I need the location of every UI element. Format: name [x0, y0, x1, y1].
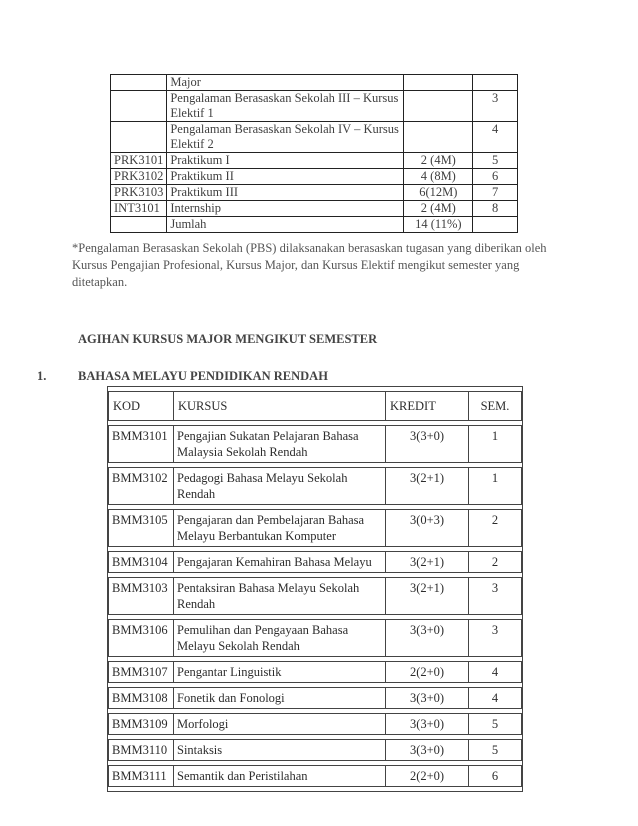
table-row: [108, 425, 522, 463]
kredit-cell: 3(3+0): [385, 687, 468, 709]
sem-cell: 4: [468, 687, 522, 709]
header-sem: SEM.: [468, 391, 522, 421]
credit-cell: 14 (11%): [404, 217, 473, 233]
course-cell: Major: [167, 75, 404, 91]
table-row: [108, 765, 522, 787]
course-cell: Jumlah: [167, 217, 404, 233]
kod-cell: BMM3108: [108, 687, 173, 709]
kredit-cell: 3(3+0): [385, 713, 468, 735]
table-row: [111, 75, 518, 91]
subsection-title: BAHASA MELAYU PENDIDIKAN RENDAH: [78, 369, 328, 383]
credit-cell: [404, 91, 473, 122]
section-heading: AGIHAN KURSUS MAJOR MENGIKUT SEMESTER: [78, 332, 378, 346]
sem-cell: 6: [468, 765, 522, 787]
table-row: [108, 687, 522, 709]
kredit-cell: 2(2+0): [385, 661, 468, 683]
kod-cell: BMM3101: [108, 425, 173, 463]
code-cell: [111, 75, 167, 91]
sem-cell: 5: [468, 713, 522, 735]
major-course-table: [107, 386, 523, 792]
code-cell: PRK3102: [111, 169, 167, 185]
course-cell: Praktikum I: [167, 153, 404, 169]
kursus-cell: Pengajaran Kemahiran Bahasa Melayu: [173, 551, 385, 573]
table-row: [108, 661, 522, 683]
table-row: [111, 185, 518, 201]
table-row: [111, 122, 518, 153]
sem-cell: [473, 75, 518, 91]
table-row: [108, 619, 522, 657]
credit-cell: [404, 75, 473, 91]
kursus-cell: Morfologi: [173, 713, 385, 735]
sem-cell: 1: [468, 425, 522, 463]
code-cell: PRK3101: [111, 153, 167, 169]
kod-cell: BMM3102: [108, 467, 173, 505]
sem-cell: 3: [468, 577, 522, 615]
course-cell: Praktikum II: [167, 169, 404, 185]
kod-cell: BMM3109: [108, 713, 173, 735]
kursus-cell: Fonetik dan Fonologi: [173, 687, 385, 709]
kredit-cell: 3(2+1): [385, 467, 468, 505]
table-row: [108, 713, 522, 735]
sem-cell: 4: [473, 122, 518, 153]
kod-cell: BMM3111: [108, 765, 173, 787]
code-cell: [111, 91, 167, 122]
kursus-cell: Semantik dan Peristilahan: [173, 765, 385, 787]
sem-cell: 2: [468, 551, 522, 573]
code-cell: [111, 122, 167, 153]
kursus-cell: Pemulihan dan Pengayaan Bahasa Melayu Sekolah Rendah: [173, 619, 385, 657]
credit-cell: 2 (4M): [404, 153, 473, 169]
code-cell: PRK3103: [111, 185, 167, 201]
table-row: [111, 91, 518, 122]
table-row: [108, 467, 522, 505]
sem-cell: 1: [468, 467, 522, 505]
credit-cell: 6(12M): [404, 185, 473, 201]
course-cell: Pengalaman Berasaskan Sekolah IV – Kursus Elektif 2: [167, 122, 404, 153]
kredit-cell: 2(2+0): [385, 765, 468, 787]
kod-cell: BMM3105: [108, 509, 173, 547]
kod-cell: BMM3106: [108, 619, 173, 657]
kursus-cell: Sintaksis: [173, 739, 385, 761]
kod-cell: BMM3103: [108, 577, 173, 615]
sem-cell: 2: [468, 509, 522, 547]
sem-cell: 8: [473, 201, 518, 217]
pbs-note: *Pengalaman Berasaskan Sekolah (PBS) dilaksanakan berasaskan tugasan yang diberikan oleh Kursus Pengajian Profesional, Kursus Major, dan Kursus Elektif mengikut semester yang ditetapkan.: [72, 241, 547, 289]
code-cell: INT3101: [111, 201, 167, 217]
table-row: [108, 577, 522, 615]
table-row: [108, 509, 522, 547]
course-cell: Pengalaman Berasaskan Sekolah III – Kursus Elektif 1: [167, 91, 404, 122]
kod-cell: BMM3110: [108, 739, 173, 761]
kod-cell: BMM3107: [108, 661, 173, 683]
sem-cell: 5: [468, 739, 522, 761]
kredit-cell: 3(2+1): [385, 577, 468, 615]
table-row: [111, 169, 518, 185]
kursus-cell: Pengajian Sukatan Pelajaran Bahasa Malaysia Sekolah Rendah: [173, 425, 385, 463]
kredit-cell: 3(2+1): [385, 551, 468, 573]
kod-cell: BMM3104: [108, 551, 173, 573]
top-course-table: [110, 74, 518, 233]
sem-cell: 3: [468, 619, 522, 657]
kursus-cell: Pentaksiran Bahasa Melayu Sekolah Rendah: [173, 577, 385, 615]
table-header-row: [108, 391, 522, 421]
kursus-cell: Pedagogi Bahasa Melayu Sekolah Rendah: [173, 467, 385, 505]
course-cell: Praktikum III: [167, 185, 404, 201]
sem-cell: 5: [473, 153, 518, 169]
kredit-cell: 3(3+0): [385, 425, 468, 463]
kredit-cell: 3(3+0): [385, 619, 468, 657]
code-cell: [111, 217, 167, 233]
course-cell: Internship: [167, 201, 404, 217]
header-kod: KOD: [108, 391, 173, 421]
credit-cell: 2 (4M): [404, 201, 473, 217]
sem-cell: [473, 217, 518, 233]
sem-cell: 7: [473, 185, 518, 201]
table-row: [111, 153, 518, 169]
table-row: [108, 739, 522, 761]
header-kursus: KURSUS: [173, 391, 385, 421]
sem-cell: 6: [473, 169, 518, 185]
subsection-number: 1.: [37, 369, 47, 383]
kredit-cell: 3(0+3): [385, 509, 468, 547]
kursus-cell: Pengantar Linguistik: [173, 661, 385, 683]
sem-cell: 3: [473, 91, 518, 122]
table-row: [111, 201, 518, 217]
table-row: [108, 551, 522, 573]
kredit-cell: 3(3+0): [385, 739, 468, 761]
credit-cell: 4 (8M): [404, 169, 473, 185]
table-row: [111, 217, 518, 233]
header-kredit: KREDIT: [385, 391, 468, 421]
sem-cell: 4: [468, 661, 522, 683]
credit-cell: [404, 122, 473, 153]
kursus-cell: Pengajaran dan Pembelajaran Bahasa Melayu Berbantukan Komputer: [173, 509, 385, 547]
